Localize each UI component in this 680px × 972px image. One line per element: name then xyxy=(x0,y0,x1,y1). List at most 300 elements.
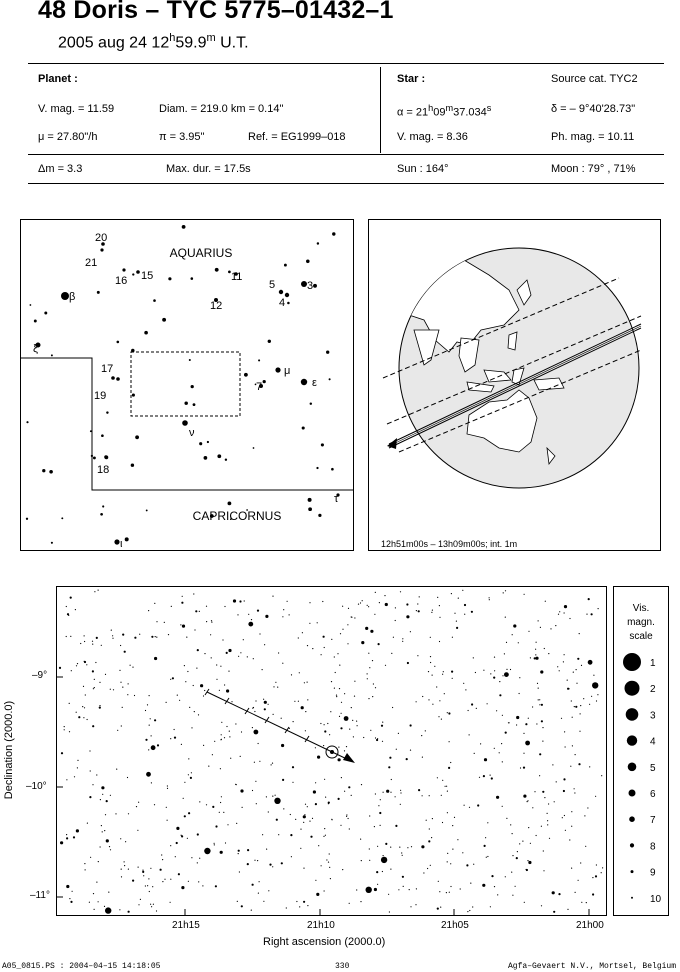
chart-field-star xyxy=(98,861,99,862)
chart-field-star xyxy=(130,665,131,666)
chart-field-star xyxy=(577,658,579,660)
chart-field-star xyxy=(434,666,435,667)
chart-field-star xyxy=(183,798,184,799)
finder-label-14: μ xyxy=(284,365,291,377)
chart-field-star xyxy=(322,601,323,602)
chart-field-star xyxy=(150,868,151,869)
chart-field-star xyxy=(106,839,109,842)
chart-field-star xyxy=(251,910,252,911)
chart-field-star xyxy=(149,695,150,696)
chart-field-star xyxy=(341,777,342,778)
chart-field-star xyxy=(225,842,226,843)
footer-file: A05_0815.PS : 2004–04–15 14:18:05 xyxy=(2,962,161,971)
chart-field-star xyxy=(154,657,157,660)
chart-field-star xyxy=(128,813,129,814)
chart-field-star xyxy=(532,807,533,808)
finder-chart-svg xyxy=(21,220,353,550)
chart-field-star xyxy=(258,743,259,744)
chart-field-star xyxy=(410,631,411,632)
chart-field-star xyxy=(410,906,411,907)
chart-field-star xyxy=(327,723,328,724)
chart-field-star xyxy=(233,599,236,602)
chart-field-star xyxy=(538,699,539,700)
chart-field-star xyxy=(473,657,474,658)
chart-field-star xyxy=(592,893,594,895)
chart-field-star xyxy=(423,872,424,873)
chart-field-star xyxy=(312,818,313,819)
chart-field-star xyxy=(299,906,300,907)
finder-field-star xyxy=(26,421,28,423)
finder-field-star xyxy=(162,318,166,322)
chart-field-star xyxy=(278,652,279,653)
chart-field-star xyxy=(140,899,141,900)
chart-field-star xyxy=(203,695,204,696)
chart-field-star xyxy=(274,798,280,804)
chart-field-star xyxy=(591,696,592,697)
chart-field-star xyxy=(77,663,78,664)
chart-field-star xyxy=(538,688,539,689)
chart-field-star xyxy=(390,847,391,848)
chart-field-star xyxy=(124,861,125,862)
chart-field-star xyxy=(588,660,593,665)
chart-field-star xyxy=(307,905,308,906)
chart-field-star xyxy=(182,596,183,597)
chart-field-star xyxy=(142,870,143,871)
chart-field-star xyxy=(273,686,274,687)
chart-field-star xyxy=(298,701,299,702)
finder-field-star xyxy=(106,411,108,413)
chart-field-star xyxy=(282,779,284,781)
chart-field-star xyxy=(468,710,469,711)
chart-field-star xyxy=(512,895,513,896)
chart-field-star xyxy=(221,796,222,797)
chart-field-star xyxy=(464,614,465,615)
chart-field-star xyxy=(545,601,546,602)
chart-field-star xyxy=(146,772,151,777)
chart-field-star xyxy=(342,629,343,630)
chart-field-star xyxy=(395,796,396,797)
chart-field-star xyxy=(272,596,273,597)
chart-field-star xyxy=(344,693,345,694)
chart-field-star xyxy=(494,657,495,658)
chart-field-star xyxy=(335,672,336,673)
chart-field-star xyxy=(111,630,112,631)
chart-field-star xyxy=(238,656,239,657)
chart-field-star xyxy=(482,884,485,887)
chart-field-star xyxy=(451,593,452,594)
chart-field-star xyxy=(181,835,182,836)
chart-field-star xyxy=(95,662,96,663)
chart-field-star xyxy=(152,886,153,887)
chart-field-star xyxy=(448,712,450,714)
star-phmag: Ph. mag. = 10.11 xyxy=(551,131,635,143)
chart-field-star xyxy=(281,718,282,719)
chart-field-star xyxy=(564,654,565,655)
chart-field-star xyxy=(145,885,146,886)
chart-field-star xyxy=(316,893,319,896)
chart-field-star xyxy=(191,772,192,773)
chart-field-star xyxy=(564,731,565,732)
finder-field-star xyxy=(268,340,271,343)
scale-dot-2 xyxy=(625,681,640,696)
chart-field-star xyxy=(240,756,241,757)
chart-field-star xyxy=(184,782,185,783)
finder-star-2 xyxy=(100,248,103,251)
chart-field-star xyxy=(315,747,316,748)
chart-field-star xyxy=(223,812,224,813)
chart-field-star xyxy=(121,869,122,870)
finder-label-18: 18 xyxy=(97,464,110,476)
chart-field-star xyxy=(149,891,150,892)
chart-field-star xyxy=(530,843,531,844)
chart-field-star xyxy=(180,624,181,625)
chart-field-star xyxy=(191,857,192,858)
chart-field-star xyxy=(591,613,593,615)
chart-field-star xyxy=(390,869,391,870)
chart-field-star xyxy=(351,707,352,708)
chart-field-star xyxy=(564,815,565,816)
chart-field-star xyxy=(190,777,192,779)
chart-field-star xyxy=(179,700,180,701)
scale-label-1: 1 xyxy=(650,658,656,669)
chart-field-star xyxy=(125,841,126,842)
chart-field-star xyxy=(527,800,528,801)
chart-field-star xyxy=(360,839,361,840)
finder-star-14 xyxy=(275,367,280,372)
chart-field-star xyxy=(389,757,391,759)
chart-field-star xyxy=(399,847,400,848)
chart-field-star xyxy=(89,750,90,751)
chart-field-star xyxy=(574,792,575,793)
chart-field-star xyxy=(206,606,207,607)
chart-field-star xyxy=(578,763,580,765)
finder-field-star xyxy=(313,284,317,288)
chart-field-star xyxy=(523,795,526,798)
chart-field-star xyxy=(583,698,584,699)
finder-field-star xyxy=(263,380,266,383)
chart-field-star xyxy=(530,657,531,658)
chart-field-star xyxy=(199,611,200,612)
chart-field-star xyxy=(557,666,558,667)
chart-field-star xyxy=(93,893,94,894)
chart-field-star xyxy=(204,848,210,854)
chart-field-star xyxy=(563,778,565,780)
chart-field-star xyxy=(338,747,339,748)
chart-field-star xyxy=(304,682,305,683)
chart-field-star xyxy=(571,700,572,701)
chart-field-star xyxy=(151,745,156,750)
chart-field-star xyxy=(578,880,579,881)
chart-field-star xyxy=(238,853,239,854)
source-catalog: Source cat. TYC2 xyxy=(551,73,638,85)
chart-field-star xyxy=(571,826,572,827)
chart-field-star xyxy=(439,700,440,701)
chart-field-star xyxy=(490,673,491,674)
chart-field-star xyxy=(384,595,385,596)
chart-field-star xyxy=(194,711,195,712)
chart-field-star xyxy=(220,666,221,667)
scale-label-3: 3 xyxy=(650,710,656,722)
chart-field-star xyxy=(182,625,185,628)
chart-field-star xyxy=(559,670,560,671)
chart-field-star xyxy=(69,731,70,732)
scale-dot-1 xyxy=(623,653,641,671)
chart-field-star xyxy=(121,876,122,877)
chart-field-star xyxy=(98,901,99,902)
chart-field-star xyxy=(120,645,121,646)
chart-field-star xyxy=(139,634,140,635)
y-axis-label: Declination (2000.0) xyxy=(3,700,15,800)
chart-field-star xyxy=(569,688,570,689)
track-direction-arrow xyxy=(387,438,397,449)
chart-field-star xyxy=(154,804,155,805)
chart-field-star xyxy=(253,707,254,708)
chart-field-star xyxy=(330,878,331,879)
chart-field-star xyxy=(564,612,565,613)
chart-field-star xyxy=(71,670,72,671)
chart-field-star xyxy=(176,842,178,844)
finder-field-star xyxy=(191,385,194,388)
chart-field-star xyxy=(160,869,162,871)
chart-field-star xyxy=(99,705,100,706)
chart-field-star xyxy=(241,731,242,732)
chart-field-star xyxy=(262,669,263,670)
finder-field-star xyxy=(191,277,194,280)
chart-field-star xyxy=(485,837,486,838)
chart-field-star xyxy=(490,906,491,907)
chart-field-star xyxy=(66,885,69,888)
chart-field-star xyxy=(236,784,237,785)
chart-field-star xyxy=(171,606,172,607)
chart-field-star xyxy=(489,597,490,598)
chart-field-star xyxy=(85,694,86,695)
chart-field-star xyxy=(204,653,205,654)
chart-field-star xyxy=(477,804,479,806)
chart-field-star xyxy=(101,645,102,646)
asteroid-path xyxy=(207,692,351,761)
chart-field-star xyxy=(148,610,149,611)
chart-field-star xyxy=(517,851,518,852)
x-tick-21h00: 21h00 xyxy=(576,920,604,931)
chart-field-star xyxy=(150,904,151,905)
chart-field-star xyxy=(172,677,174,679)
finder-field-star xyxy=(199,442,202,445)
chart-field-star xyxy=(365,627,368,630)
chart-field-star xyxy=(197,649,199,651)
chart-field-star xyxy=(328,862,329,863)
finder-label-15: ε xyxy=(312,377,317,389)
chart-field-star xyxy=(106,800,108,802)
chart-field-star xyxy=(138,904,139,905)
chart-field-star xyxy=(101,825,102,826)
chart-field-star xyxy=(120,682,121,683)
scale-dot-7 xyxy=(629,816,635,822)
finder-field-star xyxy=(61,517,63,519)
chart-field-star xyxy=(278,834,279,835)
chart-field-star xyxy=(454,613,455,614)
chart-field-star xyxy=(164,879,165,880)
chart-field-star xyxy=(247,849,249,851)
chart-field-star xyxy=(219,812,220,813)
chart-field-star xyxy=(70,597,72,599)
chart-field-star xyxy=(215,825,217,827)
chart-field-star xyxy=(227,824,228,825)
chart-field-star xyxy=(132,667,133,668)
chart-field-star xyxy=(569,839,570,840)
finder-field-star xyxy=(135,435,139,439)
chart-field-star xyxy=(230,758,231,759)
chart-field-star xyxy=(224,737,225,738)
chart-field-star xyxy=(237,901,238,902)
chart-field-star xyxy=(439,617,440,618)
chart-field-star xyxy=(352,720,353,721)
chart-field-star xyxy=(512,833,513,834)
chart-field-star xyxy=(283,808,284,809)
chart-field-star xyxy=(193,685,194,686)
chart-field-star xyxy=(94,679,95,680)
chart-field-star xyxy=(549,838,550,839)
chart-field-star xyxy=(295,819,296,820)
finder-field-star xyxy=(217,454,221,458)
finder-field-star xyxy=(317,242,319,244)
chart-field-star xyxy=(538,620,539,621)
chart-field-star xyxy=(151,735,152,736)
chart-field-star xyxy=(339,665,340,666)
chart-field-star xyxy=(240,652,241,653)
chart-field-star xyxy=(360,901,361,902)
chart-field-star xyxy=(466,864,468,866)
chart-field-star xyxy=(105,907,111,913)
chart-field-star xyxy=(382,741,383,742)
chart-field-star xyxy=(228,671,229,672)
finder-label-6: 5 xyxy=(269,279,276,291)
chart-field-star xyxy=(301,706,304,709)
chart-field-star xyxy=(593,675,594,676)
chart-field-star xyxy=(442,822,443,823)
chart-field-star xyxy=(602,867,603,868)
chart-field-star xyxy=(96,637,98,639)
chart-field-star xyxy=(450,886,451,887)
chart-field-star xyxy=(100,799,101,800)
chart-field-star xyxy=(465,689,466,690)
scale-label-10: 10 xyxy=(650,893,662,905)
chart-field-star xyxy=(100,846,101,847)
chart-field-star xyxy=(110,689,111,690)
chart-field-star xyxy=(84,863,85,864)
chart-field-star xyxy=(562,817,563,818)
chart-field-star xyxy=(105,674,106,675)
chart-field-star xyxy=(367,605,368,606)
chart-field-star xyxy=(432,818,433,819)
chart-field-star xyxy=(598,608,599,609)
chart-field-star xyxy=(356,721,357,722)
info-divider xyxy=(380,67,381,153)
chart-field-star xyxy=(282,663,283,664)
chart-field-star xyxy=(346,816,347,817)
chart-field-star xyxy=(317,756,320,759)
chart-field-star xyxy=(588,598,590,600)
chart-field-star xyxy=(432,704,433,705)
chart-field-star xyxy=(164,622,165,623)
chart-field-star xyxy=(214,844,215,845)
chart-field-star xyxy=(519,677,520,678)
chart-field-star xyxy=(239,871,240,872)
chart-field-star xyxy=(565,830,566,831)
chart-field-star xyxy=(166,702,167,703)
planet-heading: Planet : xyxy=(38,73,78,85)
chart-field-star xyxy=(323,636,325,638)
chart-field-star xyxy=(315,782,316,783)
chart-field-star xyxy=(550,628,551,629)
chart-field-star xyxy=(307,699,308,700)
chart-field-star xyxy=(339,688,340,689)
chart-field-star xyxy=(542,741,543,742)
chart-field-star xyxy=(406,603,408,605)
chart-field-star xyxy=(535,654,536,655)
chart-field-star xyxy=(212,754,213,755)
scale-label-7: 7 xyxy=(650,815,656,827)
chart-field-star xyxy=(300,829,301,830)
chart-field-star xyxy=(336,695,337,696)
finder-field-star xyxy=(116,341,119,344)
chart-field-star xyxy=(254,711,255,712)
planet-vmag: V. mag. = 11.59 xyxy=(38,103,115,115)
chart-field-star xyxy=(354,681,355,682)
chart-field-star xyxy=(349,903,350,904)
chart-field-star xyxy=(502,761,503,762)
chart-field-star xyxy=(446,786,447,787)
chart-field-star xyxy=(469,807,470,808)
chart-field-star xyxy=(110,795,111,796)
chart-field-star xyxy=(369,860,370,861)
chart-field-star xyxy=(474,753,475,754)
star-vmag: V. mag. = 8.36 xyxy=(397,131,468,143)
chart-field-star xyxy=(441,795,442,796)
chart-field-star xyxy=(361,641,364,644)
chart-field-star xyxy=(437,908,439,910)
chart-field-star xyxy=(506,642,507,643)
chart-field-star xyxy=(456,621,457,622)
chart-field-star xyxy=(113,689,114,690)
chart-field-star xyxy=(516,716,519,719)
finder-field-star xyxy=(132,273,134,275)
chart-field-star xyxy=(309,821,310,822)
finder-label-12: 17 xyxy=(101,363,114,375)
finder-label-7: 3 xyxy=(307,280,314,292)
finder-field-star xyxy=(51,542,53,544)
chart-field-star xyxy=(154,719,156,721)
chart-field-star xyxy=(187,838,188,839)
scale-dot-4 xyxy=(627,735,637,745)
chart-field-star xyxy=(310,836,312,838)
footer-page: 330 xyxy=(335,962,350,971)
chart-field-star xyxy=(112,635,113,636)
finder-field-star xyxy=(144,331,148,335)
finder-star-13 xyxy=(116,377,120,381)
chart-field-star xyxy=(579,731,580,732)
chart-field-star xyxy=(69,898,70,899)
chart-field-star xyxy=(315,803,317,805)
chart-field-star xyxy=(440,907,441,908)
chart-field-star xyxy=(381,857,387,863)
finder-label-5: 11 xyxy=(231,271,243,283)
chart-field-star xyxy=(330,711,331,712)
chart-field-star xyxy=(181,886,184,889)
chart-field-star xyxy=(429,828,430,829)
chart-field-star xyxy=(66,606,67,607)
chart-field-star xyxy=(452,825,453,826)
chart-field-star xyxy=(312,648,313,649)
